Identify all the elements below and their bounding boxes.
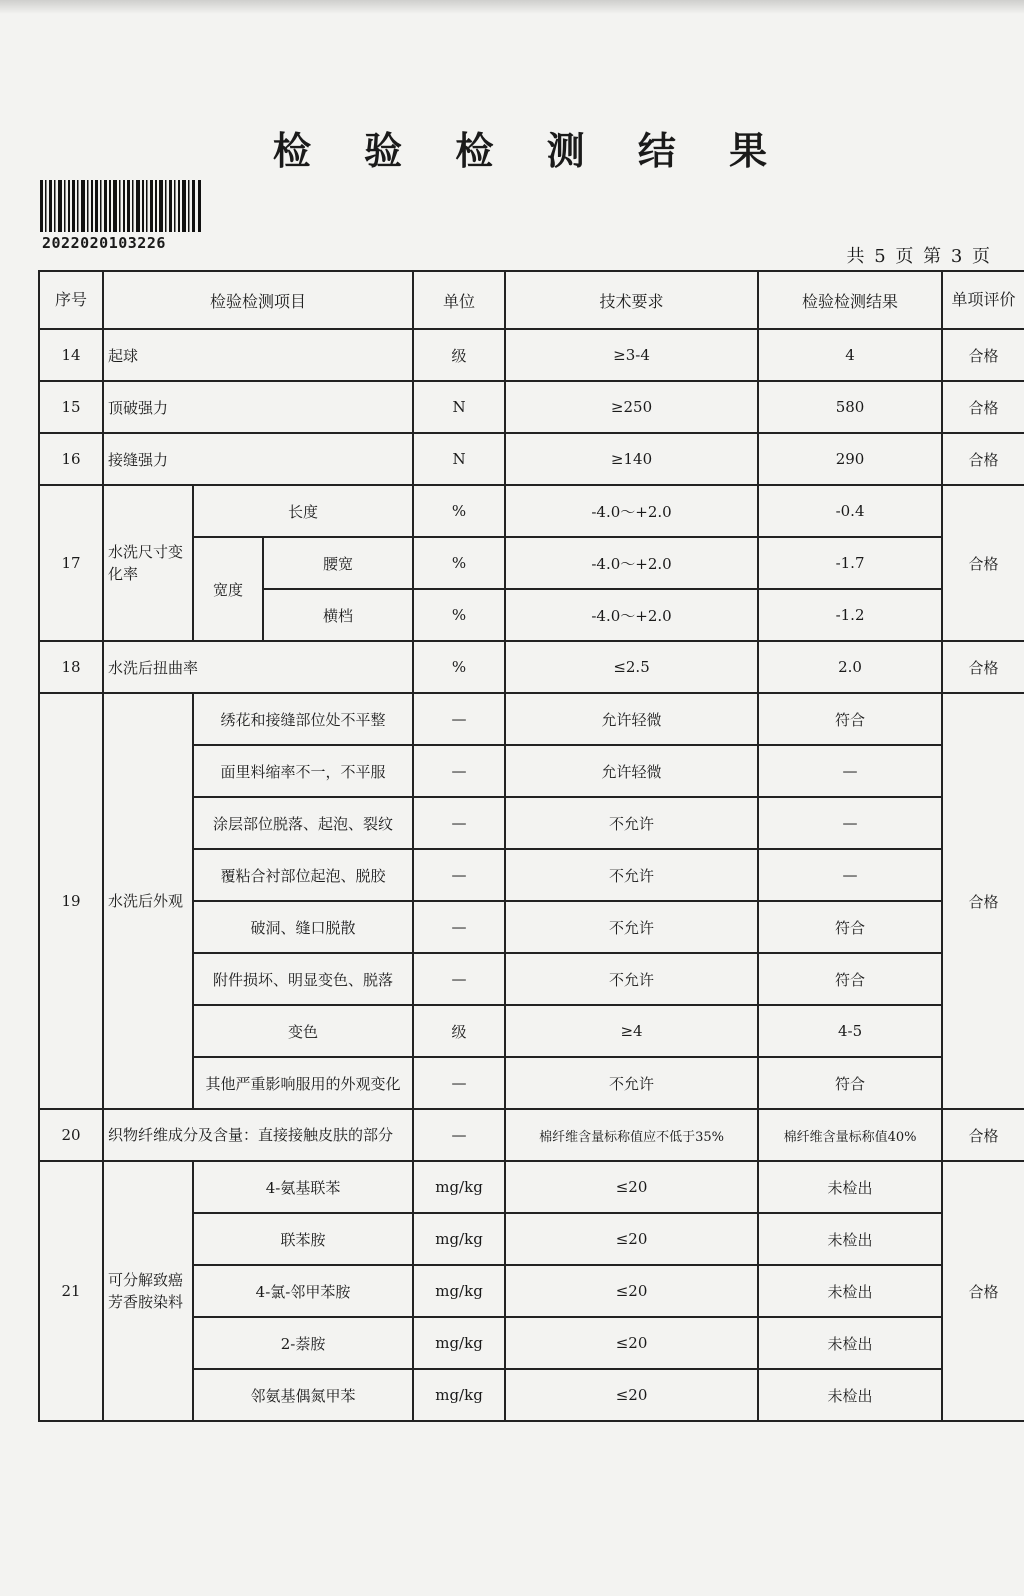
row-requirement: ≤20 [505,1213,758,1265]
barcode [40,180,202,232]
row-category: 水洗尺寸变化率 [103,485,193,641]
row-requirement: ≥3-4 [505,329,758,381]
row-result: 290 [758,433,942,485]
row-result: -1.2 [758,589,942,641]
row-seq: 14 [39,329,103,381]
row-unit: — [413,1057,505,1109]
header-result: 检验检测结果 [758,271,942,329]
row-unit: — [413,745,505,797]
table-row [39,1109,1024,1161]
row-requirement: ≤2.5 [505,641,758,693]
table-row [39,329,1024,381]
row-seq: 16 [39,433,103,485]
row-unit: mg/kg [413,1265,505,1317]
row-unit: % [413,589,505,641]
row-result: 符合 [758,693,942,745]
row-result: 符合 [758,901,942,953]
row-unit: mg/kg [413,1213,505,1265]
row-unit: — [413,953,505,1005]
row-item: 覆粘合衬部位起泡、脱胶 [193,849,413,901]
row-requirement: 不允许 [505,901,758,953]
row-evaluation: 合格 [942,1109,1024,1161]
row-unit: % [413,485,505,537]
row-seq: 21 [39,1161,103,1421]
row-requirement: 不允许 [505,797,758,849]
row-subgroup: 宽度 [193,537,263,641]
row-result: — [758,797,942,849]
row-requirement: 棉纤维含量标称值应不低于35% [505,1109,758,1161]
row-result: -0.4 [758,485,942,537]
table-row [39,1161,1024,1213]
row-requirement: 不允许 [505,1057,758,1109]
row-result: 4-5 [758,1005,942,1057]
row-unit: N [413,433,505,485]
row-seq: 18 [39,641,103,693]
row-evaluation: 合格 [942,381,1024,433]
table-row [39,381,1024,433]
results-table-body [38,270,1024,1422]
row-result: 符合 [758,1057,942,1109]
table-row [39,693,1024,745]
row-item: 4-氯-邻甲苯胺 [193,1265,413,1317]
row-requirement: ≤20 [505,1369,758,1421]
scan-edge-shadow [0,0,1024,14]
row-result: 未检出 [758,1161,942,1213]
row-item: 2-萘胺 [193,1317,413,1369]
row-category: 可分解致癌芳香胺染料 [103,1161,193,1421]
row-requirement: ≥250 [505,381,758,433]
table-header-row [39,271,1024,329]
row-result: 未检出 [758,1317,942,1369]
row-evaluation: 合格 [942,485,1024,641]
row-unit: mg/kg [413,1369,505,1421]
row-unit: mg/kg [413,1161,505,1213]
row-seq: 20 [39,1109,103,1161]
table-row [39,641,1024,693]
row-item: 起球 [103,329,413,381]
row-requirement: 允许轻微 [505,693,758,745]
row-item: 联苯胺 [193,1213,413,1265]
row-unit: — [413,901,505,953]
row-requirement: -4.0～+2.0 [505,537,758,589]
row-result: — [758,745,942,797]
row-result: 未检出 [758,1213,942,1265]
row-item: 4-氨基联苯 [193,1161,413,1213]
header-unit: 单位 [413,271,505,329]
row-item: 面里料缩率不一，不平服 [193,745,413,797]
row-item: 涂层部位脱落、起泡、裂纹 [193,797,413,849]
row-unit: 级 [413,329,505,381]
barcode-number: 2022020103226 [42,234,166,252]
row-result: 符合 [758,953,942,1005]
row-result: 4 [758,329,942,381]
row-requirement: ≤20 [505,1317,758,1369]
row-seq: 19 [39,693,103,1109]
row-seq: 17 [39,485,103,641]
row-requirement: 允许轻微 [505,745,758,797]
row-unit: — [413,693,505,745]
row-evaluation: 合格 [942,433,1024,485]
row-unit: mg/kg [413,1317,505,1369]
row-item: 顶破强力 [103,381,413,433]
row-result: 2.0 [758,641,942,693]
row-seq: 15 [39,381,103,433]
row-unit: 级 [413,1005,505,1057]
row-item: 水洗后扭曲率 [103,641,413,693]
row-evaluation: 合格 [942,693,1024,1109]
row-requirement: ≤20 [505,1161,758,1213]
row-unit: — [413,797,505,849]
row-result: 580 [758,381,942,433]
row-item: 腰宽 [263,537,413,589]
row-result: -1.7 [758,537,942,589]
row-result: 棉纤维含量标称值40% [758,1109,942,1161]
row-evaluation: 合格 [942,329,1024,381]
row-requirement: ≥140 [505,433,758,485]
row-unit: % [413,641,505,693]
header-evaluation: 单项评价 [942,271,1024,329]
row-result: — [758,849,942,901]
header-item: 检验检测项目 [103,271,413,329]
row-item: 变色 [193,1005,413,1057]
row-item: 邻氨基偶氮甲苯 [193,1369,413,1421]
row-result: 未检出 [758,1265,942,1317]
header-requirement: 技术要求 [505,271,758,329]
row-unit: — [413,849,505,901]
document-title: 检 验 检 测 结 果 [272,129,788,173]
row-requirement: ≥4 [505,1005,758,1057]
row-item: 横档 [263,589,413,641]
row-item: 接缝强力 [103,433,413,485]
row-requirement: 不允许 [505,849,758,901]
row-requirement: -4.0～+2.0 [505,589,758,641]
table-row [39,485,1024,537]
row-requirement: 不允许 [505,953,758,1005]
row-unit: N [413,381,505,433]
row-item: 绣花和接缝部位处不平整 [193,693,413,745]
row-unit: — [413,1109,505,1161]
row-item: 破洞、缝口脱散 [193,901,413,953]
row-evaluation: 合格 [942,1161,1024,1421]
row-requirement: -4.0～+2.0 [505,485,758,537]
row-result: 未检出 [758,1369,942,1421]
row-item: 其他严重影响服用的外观变化 [193,1057,413,1109]
row-evaluation: 合格 [942,641,1024,693]
row-item: 长度 [193,485,413,537]
header-seq: 序号 [39,271,103,329]
row-item: 附件损坏、明显变色、脱落 [193,953,413,1005]
row-unit: % [413,537,505,589]
row-requirement: ≤20 [505,1265,758,1317]
page-indicator: 共 5 页 第 3 页 [846,246,992,267]
row-item: 织物纤维成分及含量：直接接触皮肤的部分 [103,1109,413,1161]
table-row [39,433,1024,485]
row-category: 水洗后外观 [103,693,193,1109]
